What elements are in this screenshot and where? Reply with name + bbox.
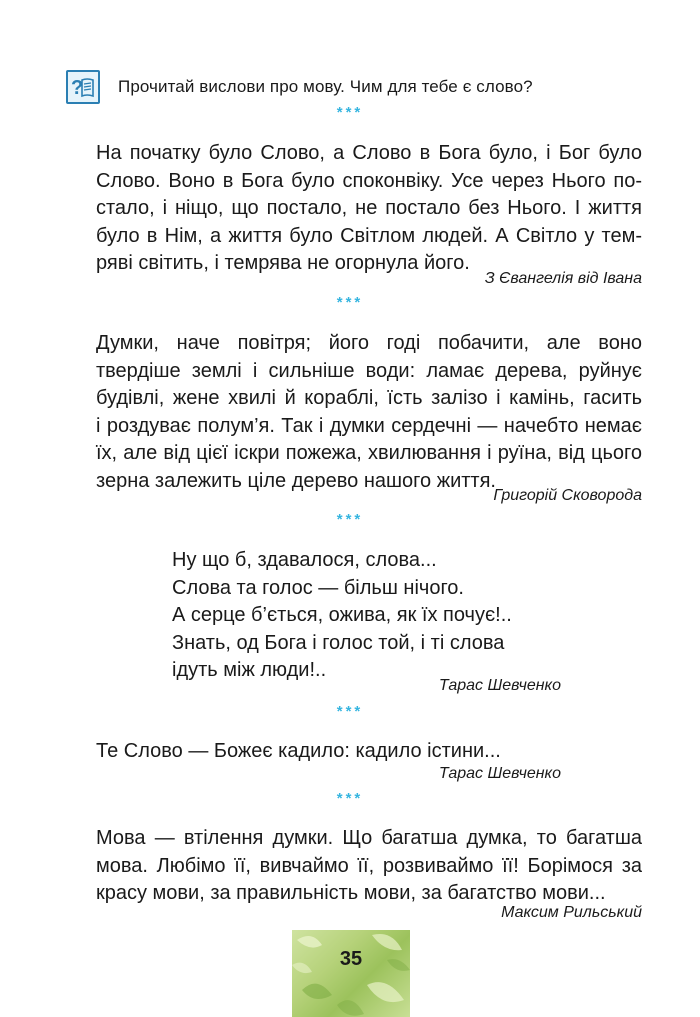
quote-shevchenko-poem — [172, 547, 512, 685]
quote-line: твердіше землі і сильніше води: ламає дерева, руйнує — [96, 359, 642, 382]
quote-line: мова. Любімо її, вивчаймо її, розвиваймо її! Борімося за — [96, 854, 642, 877]
quote-author: Максим Рильський — [501, 904, 642, 921]
quote-skovoroda — [96, 330, 642, 495]
svg-text:?: ? — [71, 77, 84, 99]
quote-line: стало, і ніщо, що постало, не постало без Нього. І життя — [96, 197, 642, 219]
quote-line: будівлі, жене хвилі й кораблі, їсть залізо і камінь, гасить — [96, 387, 642, 409]
quote-line: було в Нім, а життя було Світлом людей. А Світло у тем- — [96, 224, 642, 247]
task-header — [66, 70, 533, 104]
quote-line: красу мови, за правильність мови, за багатство мови... — [96, 882, 606, 904]
page-number: 35 — [339, 948, 363, 970]
quote-shevchenko-word — [96, 738, 642, 766]
quote-line: і роздуває полум’я. Так і думки сердечні — начебто немає — [96, 414, 642, 437]
quote-author: З Євангелія від Івана — [484, 270, 642, 287]
question-book-icon — [66, 70, 100, 104]
quote-rylsky — [96, 825, 642, 908]
quote-line: ряві світить, і темрява не огорнула його. — [96, 252, 470, 274]
poem-line: А серце б’ється, ожива, як їх почує!.. — [172, 604, 512, 626]
page-number-box — [292, 930, 410, 1017]
quote-line: Те Слово — Божеє кадило: кадило істини... — [96, 740, 501, 762]
poem-line: ідуть між люди!.. — [172, 659, 327, 681]
poem-line: Слова та голос — більш нічого. — [172, 576, 464, 599]
separator: *** — [336, 294, 364, 311]
quote-gospel — [96, 140, 642, 278]
separator: *** — [336, 511, 364, 528]
leaf-pattern-icon — [292, 930, 410, 1017]
quote-line: Мова — втілення думки. Що багатша думка, то багатша — [96, 827, 642, 849]
quote-line: зерна залежить ціле дерево нашого життя. — [96, 469, 496, 492]
quote-author: Тарас Шевченко — [438, 765, 561, 782]
quote-author: Григорій Сковорода — [493, 487, 642, 504]
quote-line: На початку було Слово, а Слово в Бога було, і Бог було — [96, 142, 642, 164]
quote-author: Тарас Шевченко — [438, 677, 561, 694]
task-text: Прочитай вислови про мову. Чим для тебе є слово? — [118, 77, 533, 96]
quote-line: Слово. Воно в Бога було споконвіку. Усе через Нього по- — [96, 169, 642, 192]
poem-line: Знать, од Бога і голос той, і ті слова — [172, 631, 505, 654]
separator: *** — [336, 104, 364, 121]
separator: *** — [336, 790, 364, 807]
poem-line: Ну що б, здавалося, слова... — [172, 549, 437, 571]
separator: *** — [336, 703, 364, 720]
quote-line: їх, але від цієї іскри пожежа, хвилювання і руїна, від цього — [96, 442, 642, 464]
quote-line: Думки, наче повітря; його годі побачити, але воно — [96, 332, 642, 354]
